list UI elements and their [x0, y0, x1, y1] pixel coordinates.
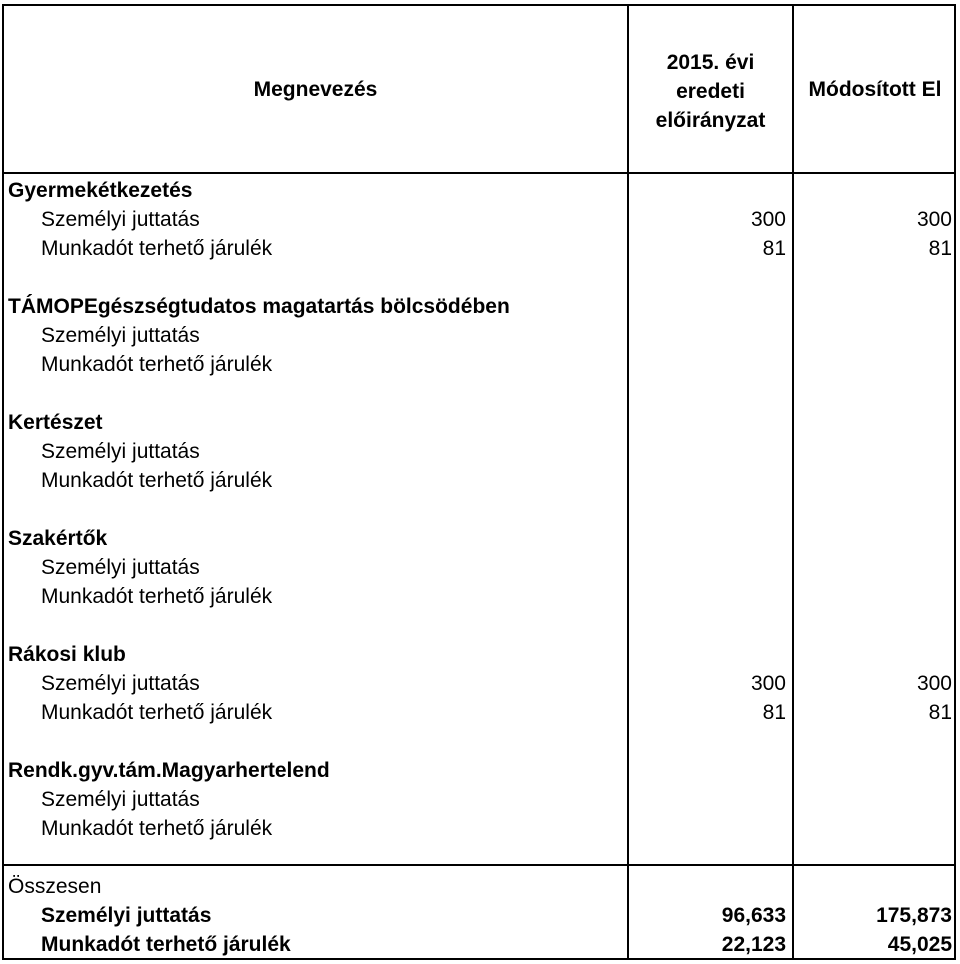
total-modified-value: 175,873 [876, 904, 952, 927]
section-title: Gyermekétkezetés [8, 179, 193, 202]
total-row [0, 930, 960, 959]
total-title-row [0, 872, 960, 901]
section-title-row [0, 756, 960, 785]
row-label: Személyi juttatás [41, 788, 200, 811]
row-label: Személyi juttatás [41, 556, 200, 579]
section-title: Rákosi klub [8, 643, 126, 666]
section-title-row [0, 292, 960, 321]
row-label: Személyi juttatás [41, 208, 200, 231]
row-original-value: 81 [762, 701, 786, 724]
total-row-label: Munkadót terhető járulék [41, 933, 291, 956]
row-label: Munkadót terhető járulék [41, 237, 273, 260]
row-modified-value: 300 [916, 208, 952, 231]
row-modified-value: 300 [916, 672, 952, 695]
section-title: TÁMOPEgészségtudatos magatartás bölcsödében [8, 295, 510, 318]
header-modified-cell [794, 6, 956, 172]
row-label: Személyi juttatás [41, 440, 200, 463]
row-label: Munkadót terhető járulék [41, 701, 273, 724]
row-modified-value: 81 [928, 237, 952, 260]
header-original-line-3: előirányzat [655, 108, 766, 132]
header-original-line-2: eredeti [676, 79, 745, 103]
total-title: Összesen [8, 875, 102, 898]
table-row [0, 553, 960, 582]
section-title: Rendk.gyv.tám.Magyarhertelend [8, 759, 330, 782]
section-title: Szakértők [8, 527, 108, 550]
table-row [0, 205, 960, 234]
header-original-line-1: 2015. évi [666, 50, 755, 74]
table-row [0, 669, 960, 698]
row-label: Személyi juttatás [41, 672, 200, 695]
total-divider [2, 864, 956, 866]
header-divider [2, 172, 956, 174]
row-label: Munkadót terhető járulék [41, 353, 273, 376]
table-row [0, 321, 960, 350]
row-label: Személyi juttatás [41, 324, 200, 347]
table-row [0, 582, 960, 611]
header-original-cell [629, 6, 792, 172]
row-original-value: 300 [750, 672, 786, 695]
table-row [0, 785, 960, 814]
row-modified-value: 81 [928, 701, 952, 724]
table-row [0, 698, 960, 727]
table-row [0, 814, 960, 843]
total-row [0, 901, 960, 930]
row-original-value: 300 [750, 208, 786, 231]
section-title-row [0, 640, 960, 669]
row-label: Munkadót terhető járulék [41, 469, 273, 492]
total-modified-value: 45,025 [887, 933, 952, 956]
table-row [0, 466, 960, 495]
header-name-cell [4, 6, 627, 172]
total-row-label: Személyi juttatás [41, 904, 212, 927]
total-original-value: 22,123 [721, 933, 786, 956]
table-row [0, 234, 960, 263]
row-label: Munkadót terhető járulék [41, 585, 273, 608]
section-title: Kertészet [8, 411, 103, 434]
total-original-value: 96,633 [721, 904, 786, 927]
header-modified-label: Módosított El [808, 77, 942, 101]
header-name-label: Megnevezés [253, 77, 378, 101]
section-title-row [0, 176, 960, 205]
row-label: Munkadót terhető járulék [41, 817, 273, 840]
row-original-value: 81 [762, 237, 786, 260]
section-title-row [0, 524, 960, 553]
table-row [0, 350, 960, 379]
table-row [0, 437, 960, 466]
section-title-row [0, 408, 960, 437]
